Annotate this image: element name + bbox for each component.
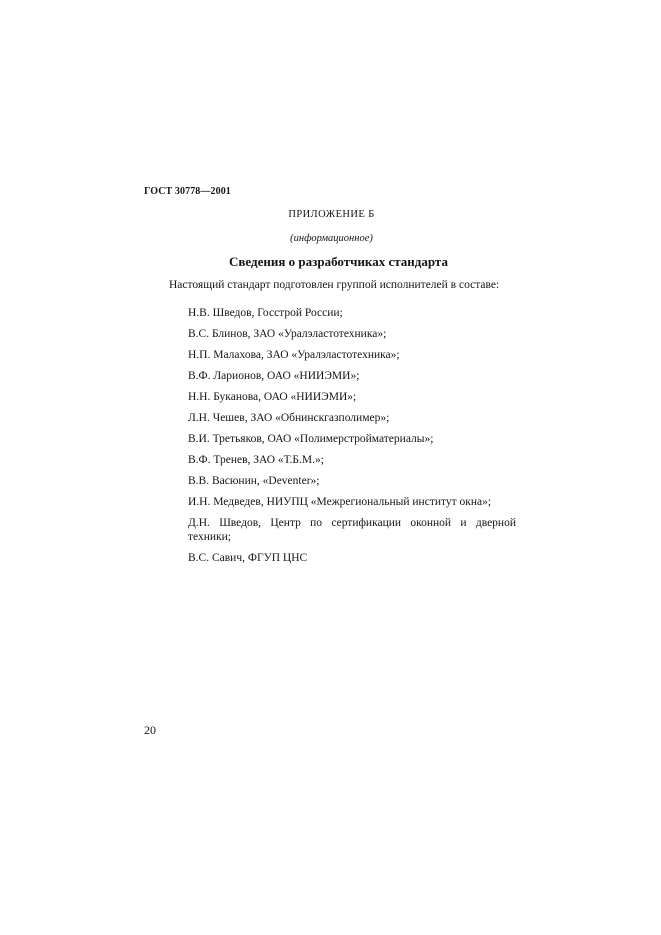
list-item: Н.П. Малахова, ЗАО «Уралэластотехника»; [188,349,400,361]
list-item: В.С. Савич, ФГУП ЦНС [188,552,308,564]
developers-list [188,306,516,572]
intro-paragraph: Настоящий стандарт подготовлен группой исполнителей в составе: [169,279,500,291]
list-item: Н.Н. Буканова, ОАО «НИИЭМИ»; [188,391,357,403]
list-item: В.С. Блинов, ЗАО «Уралэластотехника»; [188,328,387,340]
list-item: Д.Н. Шведов, Центр по сертификации оконной и дверной техники; [188,517,516,543]
appendix-title: ПРИЛОЖЕНИЕ Б [288,209,375,220]
section-heading: Сведения о разработчиках стандарта [229,254,448,269]
list-item: Л.Н. Чешев, ЗАО «Обнинскгазполимер»; [188,412,390,424]
document-code: ГОСТ 30778—2001 [144,186,231,197]
list-item: В.И. Третьяков, ОАО «Полимерстройматериалы»; [188,433,434,445]
list-item: В.В. Васюнин, «Deventer»; [188,475,320,487]
list-item: Н.В. Шведов, Госстрой России; [188,307,343,319]
page-number: 20 [144,723,156,737]
list-item: В.Ф. Тренев, ЗАО «Т.Б.М.»; [188,454,324,466]
appendix-subtitle: (информационное) [290,233,373,244]
list-item: И.Н. Медведев, НИУПЦ «Межрегиональный институт окна»; [188,496,492,508]
list-item: В.Ф. Ларионов, ОАО «НИИЭМИ»; [188,370,360,382]
